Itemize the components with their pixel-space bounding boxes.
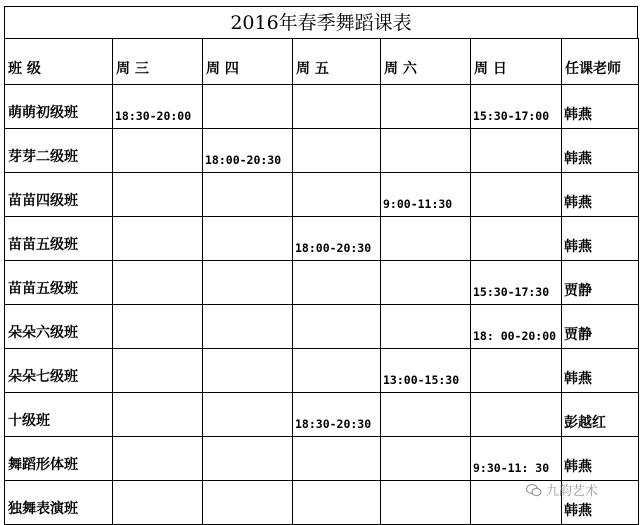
teacher-cell: 贾静 xyxy=(562,305,639,349)
table-row xyxy=(5,437,639,481)
teacher-cell: 韩燕 xyxy=(562,217,639,261)
time-cell-saturday xyxy=(381,481,471,525)
teacher-cell: 韩燕 xyxy=(562,129,639,173)
time-cell-thursday xyxy=(203,305,293,349)
teacher-cell: 韩燕 xyxy=(562,173,639,217)
schedule-sheet xyxy=(4,6,638,525)
class-name-cell: 独舞表演班 xyxy=(5,481,113,525)
time-cell-thursday xyxy=(203,173,293,217)
time-cell-thursday xyxy=(203,85,293,129)
time-cell-wednesday xyxy=(113,349,203,393)
table-row xyxy=(5,129,639,173)
header-saturday: 周 六 xyxy=(381,39,471,85)
time-cell-saturday xyxy=(381,129,471,173)
table-row xyxy=(5,393,639,437)
time-cell-sunday: 15:30-17:00 xyxy=(471,85,562,129)
class-name-cell: 苗苗四级班 xyxy=(5,173,113,217)
time-cell-friday xyxy=(293,481,381,525)
watermark xyxy=(526,480,598,499)
class-name-cell: 芽芽二级班 xyxy=(5,129,113,173)
time-cell-sunday xyxy=(471,173,562,217)
time-cell-sunday xyxy=(471,349,562,393)
time-cell-friday xyxy=(293,349,381,393)
class-name-cell: 朵朵七级班 xyxy=(5,349,113,393)
time-cell-wednesday: 18:30-20:00 xyxy=(113,85,203,129)
header-row xyxy=(5,39,639,85)
time-cell-friday xyxy=(293,305,381,349)
time-cell-sunday: 15:30-17:30 xyxy=(471,261,562,305)
class-name-cell: 舞蹈形体班 xyxy=(5,437,113,481)
time-cell-saturday xyxy=(381,85,471,129)
time-cell-friday xyxy=(293,85,381,129)
class-name-cell: 朵朵六级班 xyxy=(5,305,113,349)
time-cell-sunday xyxy=(471,129,562,173)
time-cell-friday xyxy=(293,261,381,305)
time-cell-saturday xyxy=(381,261,471,305)
table-row xyxy=(5,217,639,261)
schedule-table xyxy=(4,38,639,525)
table-row xyxy=(5,85,639,129)
table-row xyxy=(5,173,639,217)
teacher-cell: 彭越红 xyxy=(562,393,639,437)
time-cell-thursday xyxy=(203,217,293,261)
class-name-cell: 萌萌初级班 xyxy=(5,85,113,129)
time-cell-thursday xyxy=(203,437,293,481)
schedule-title: 2016年春季舞蹈课表 xyxy=(4,6,638,38)
time-cell-saturday xyxy=(381,217,471,261)
class-name-cell: 十级班 xyxy=(5,393,113,437)
teacher-cell: 韩燕 xyxy=(562,349,639,393)
teacher-cell: 韩燕 xyxy=(562,85,639,129)
time-cell-wednesday xyxy=(113,173,203,217)
time-cell-thursday xyxy=(203,349,293,393)
header-wednesday: 周 三 xyxy=(113,39,203,85)
time-cell-sunday xyxy=(471,217,562,261)
class-name-cell: 苗苗五级班 xyxy=(5,217,113,261)
time-cell-thursday xyxy=(203,481,293,525)
class-name-cell: 苗苗五级班 xyxy=(5,261,113,305)
time-cell-friday xyxy=(293,173,381,217)
time-cell-wednesday xyxy=(113,261,203,305)
time-cell-wednesday xyxy=(113,129,203,173)
header-sunday: 周 日 xyxy=(471,39,562,85)
time-cell-thursday xyxy=(203,393,293,437)
time-cell-wednesday xyxy=(113,217,203,261)
time-cell-friday: 18:30-20:30 xyxy=(293,393,381,437)
time-cell-saturday xyxy=(381,305,471,349)
time-cell-friday xyxy=(293,437,381,481)
time-cell-saturday xyxy=(381,393,471,437)
time-cell-friday xyxy=(293,129,381,173)
teacher-cell: 贾静 xyxy=(562,261,639,305)
table-row xyxy=(5,305,639,349)
table-row xyxy=(5,349,639,393)
time-cell-thursday: 18:00-20:30 xyxy=(203,129,293,173)
teacher-cell: 韩燕 xyxy=(562,481,639,525)
time-cell-wednesday xyxy=(113,481,203,525)
header-teacher: 任课老师 xyxy=(562,39,639,85)
time-cell-sunday: 18: 00-20:00 xyxy=(471,305,562,349)
wechat-icon xyxy=(526,483,542,497)
time-cell-wednesday xyxy=(113,305,203,349)
time-cell-thursday xyxy=(203,261,293,305)
teacher-cell: 韩燕 xyxy=(562,437,639,481)
table-row xyxy=(5,261,639,305)
header-class: 班 级 xyxy=(5,39,113,85)
time-cell-saturday xyxy=(381,437,471,481)
time-cell-sunday xyxy=(471,393,562,437)
time-cell-wednesday xyxy=(113,437,203,481)
header-friday: 周 五 xyxy=(293,39,381,85)
time-cell-wednesday xyxy=(113,393,203,437)
header-thursday: 周 四 xyxy=(203,39,293,85)
time-cell-sunday: 9:30-11: 30 xyxy=(471,437,562,481)
time-cell-saturday: 9:00-11:30 xyxy=(381,173,471,217)
time-cell-friday: 18:00-20:30 xyxy=(293,217,381,261)
time-cell-saturday: 13:00-15:30 xyxy=(381,349,471,393)
watermark-text: 九韵艺术 xyxy=(546,484,599,499)
